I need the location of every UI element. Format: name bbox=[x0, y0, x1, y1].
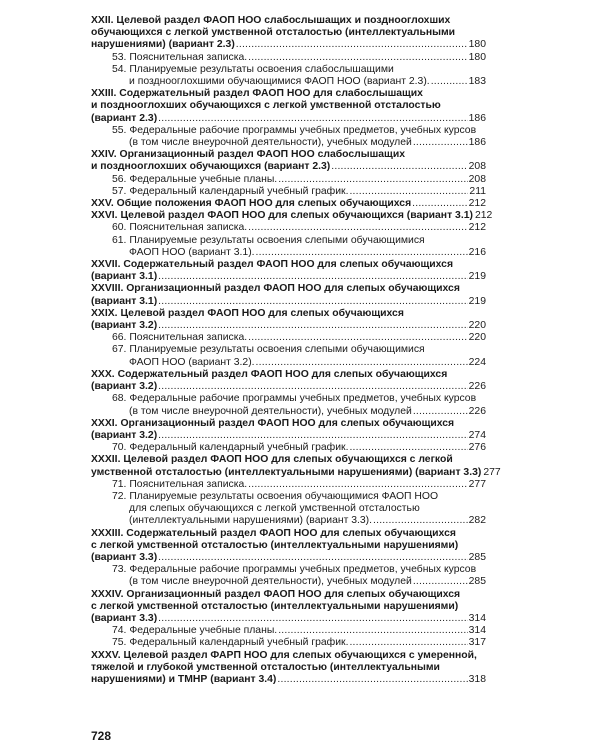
toc-entry-line bbox=[91, 564, 486, 576]
toc-line-text: (вариант 3.1) bbox=[91, 271, 158, 283]
toc-line-text: и позднооглохшими обучающимися ФАОП НОО (вариант 2.3). bbox=[129, 76, 430, 88]
toc-page-number: 285 bbox=[468, 551, 486, 563]
toc-page-number: 314 bbox=[468, 625, 486, 637]
toc-page-number: 208 bbox=[468, 173, 486, 185]
toc-line-text: (в том числе внеурочной деятельности), учебных модулей bbox=[129, 576, 412, 588]
toc-entry-line bbox=[91, 332, 486, 344]
toc-line-text: XXVI. Целевой раздел ФАОП НОО для слепых обучающихся (вариант 3.1) bbox=[91, 210, 473, 222]
toc-page-number: 180 bbox=[468, 51, 486, 63]
toc-line-text: XXV. Общие положения ФАОП НОО для слепых обучающихся bbox=[91, 198, 412, 210]
toc-line-text: 73. Федеральные рабочие программы учебных предметов, учебных курсов bbox=[112, 564, 477, 576]
dot-leader bbox=[278, 174, 467, 186]
toc-page-number: 318 bbox=[468, 673, 486, 685]
toc-entry-line bbox=[91, 503, 486, 515]
toc-section-line bbox=[91, 100, 486, 112]
dot-leader bbox=[158, 381, 467, 393]
toc-line-text: XXXV. Целевой раздел ФАРП НОО для слепых обучающихся с умеренной, bbox=[91, 649, 477, 661]
toc-line-text: ФАОП НОО (вариант 3.1). bbox=[129, 246, 255, 258]
toc-entry-line bbox=[91, 76, 486, 88]
dot-leader bbox=[349, 637, 467, 649]
toc-line-text: 57. Федеральный календарный учебный график. bbox=[112, 185, 349, 197]
dot-leader bbox=[413, 576, 468, 588]
toc-entry-line bbox=[91, 576, 486, 588]
toc-line-text: обучающихся с легкой умственной отсталостью (интеллектуальными bbox=[91, 27, 456, 39]
toc-section-line bbox=[91, 210, 493, 222]
toc-page-number: 317 bbox=[468, 637, 486, 649]
toc-section-line bbox=[91, 601, 486, 613]
toc-page-number: 226 bbox=[468, 405, 486, 417]
dot-leader bbox=[431, 76, 468, 88]
toc-section-line bbox=[91, 454, 486, 466]
toc-line-text: (вариант 2.3) bbox=[91, 112, 158, 124]
dot-leader bbox=[278, 625, 467, 637]
toc-section-line bbox=[91, 296, 486, 308]
toc-line-text: с легкой умственной отсталостью (интеллектуальными нарушениями) bbox=[91, 539, 459, 551]
toc-line-text: для слепых обучающихся с легкой умственной отсталостью bbox=[129, 503, 420, 515]
toc-line-text: и позднооглохших обучающихся (вариант 2.3) bbox=[91, 161, 331, 173]
toc-line-text: (в том числе внеурочной деятельности), учебных модулей bbox=[129, 137, 412, 149]
toc-line-text: (вариант 3.1) bbox=[91, 295, 158, 307]
toc-line-text: 67. Планируемые результаты освоения слепыми обучающимися bbox=[112, 344, 425, 356]
toc-section-line bbox=[91, 113, 486, 125]
toc-page-number: 224 bbox=[468, 356, 486, 368]
toc-page-number: 282 bbox=[468, 515, 486, 527]
toc-line-text: XXXII. Целевой раздел ФАОП НОО для слепых обучающихся с легкой bbox=[91, 454, 453, 466]
toc-page-number: 211 bbox=[469, 185, 486, 197]
toc-line-text: 72. Планируемые результаты освоения обучающимися ФАОП НОО bbox=[112, 490, 439, 502]
toc-line-text: ФАОП НОО (вариант 3.2). bbox=[129, 356, 255, 368]
dot-leader bbox=[158, 552, 467, 564]
toc-line-text: тяжелой и глубокой умственной отсталостью (интеллектуальными bbox=[91, 661, 440, 673]
dot-leader bbox=[373, 515, 468, 527]
toc-entry-line bbox=[91, 64, 486, 76]
toc-entry-line bbox=[91, 515, 486, 527]
toc-line-text: 60. Пояснительная записка. bbox=[112, 222, 248, 234]
toc-section-line bbox=[91, 320, 486, 332]
toc-line-text: 70. Федеральный календарный учебный график. bbox=[112, 442, 349, 454]
toc-line-text: XXIX. Целевой раздел ФАОП НОО для слепых обучающихся bbox=[91, 307, 404, 319]
toc-section-line bbox=[91, 149, 486, 161]
toc-section-line bbox=[91, 662, 486, 674]
toc-section-line bbox=[91, 613, 486, 625]
toc-entry-line bbox=[91, 344, 486, 356]
toc-line-text: (вариант 3.2) bbox=[91, 381, 158, 393]
dot-leader bbox=[248, 52, 468, 64]
toc-line-text: нарушениями) и ТМНР (вариант 3.4) bbox=[91, 673, 277, 685]
toc-section-line bbox=[91, 430, 486, 442]
toc-line-text: XXXIII. Содержательный раздел ФАОП НОО для слепых обучающихся bbox=[91, 527, 456, 539]
toc-section-line bbox=[91, 466, 501, 479]
toc-page-number: 220 bbox=[468, 332, 486, 344]
toc-line-text: XXVII. Содержательный раздел ФАОП НОО для слепых обучающихся bbox=[91, 259, 454, 271]
toc-line-text: 61. Планируемые результаты освоения слепыми обучающимися bbox=[112, 234, 425, 246]
toc-entry-line bbox=[91, 137, 486, 149]
dot-leader bbox=[277, 674, 467, 686]
toc-section-line bbox=[91, 369, 486, 381]
toc-section-line bbox=[91, 589, 486, 601]
dot-leader bbox=[158, 320, 467, 332]
toc-line-text: 74. Федеральные учебные планы. bbox=[112, 625, 278, 637]
toc-entry-line bbox=[91, 491, 486, 503]
table-of-contents bbox=[91, 15, 501, 686]
toc-section-line bbox=[91, 283, 486, 295]
toc-entry-line bbox=[91, 235, 486, 247]
toc-page-number: 186 bbox=[468, 112, 486, 124]
toc-section-line bbox=[91, 381, 486, 393]
toc-page-number: 183 bbox=[468, 76, 486, 88]
toc-page-number: 220 bbox=[468, 320, 486, 332]
toc-page-number: 219 bbox=[468, 271, 486, 283]
toc-line-text: 55. Федеральные рабочие программы учебных предметов, учебных курсов bbox=[112, 124, 477, 136]
toc-section-line bbox=[91, 418, 486, 430]
toc-line-text: 53. Пояснительная записка. bbox=[112, 51, 248, 63]
toc-section-line bbox=[91, 27, 486, 39]
dot-leader bbox=[158, 613, 467, 625]
toc-section-line bbox=[91, 540, 486, 552]
toc-line-text: XXX. Содержательный раздел ФАОП НОО для слепых обучающихся bbox=[91, 368, 448, 380]
toc-page-number: 274 bbox=[468, 429, 486, 441]
dot-leader bbox=[331, 161, 467, 173]
toc-page-number: 180 bbox=[468, 39, 486, 51]
toc-entry-line bbox=[91, 174, 486, 186]
toc-section-line bbox=[91, 198, 486, 210]
toc-line-text: XXXI. Организационный раздел ФАОП НОО для слепых обучающихся bbox=[91, 417, 455, 429]
toc-section-line bbox=[91, 39, 486, 51]
dot-leader bbox=[248, 332, 468, 344]
toc-entry-line bbox=[91, 479, 486, 491]
toc-entry-line bbox=[91, 637, 486, 649]
dot-leader bbox=[349, 186, 468, 198]
toc-section-line bbox=[91, 650, 486, 662]
toc-page-number: 212 bbox=[474, 210, 493, 222]
toc-line-text: XXII. Целевой раздел ФАОП НОО слабослышащих и позднооглохших bbox=[91, 15, 451, 26]
dot-leader bbox=[413, 137, 468, 149]
dot-leader bbox=[158, 296, 467, 308]
toc-line-text: 68. Федеральные рабочие программы учебных предметов, учебных курсов bbox=[112, 393, 477, 405]
toc-section-line bbox=[91, 88, 486, 100]
toc-line-text: и позднооглохших обучающихся с легкой умственной отсталостью bbox=[91, 100, 441, 112]
dot-leader bbox=[236, 39, 468, 51]
dot-leader bbox=[158, 113, 467, 125]
dot-leader bbox=[349, 442, 467, 454]
toc-line-text: (вариант 3.3) bbox=[91, 612, 158, 624]
toc-page-number: 226 bbox=[468, 381, 486, 393]
dot-leader bbox=[158, 271, 467, 283]
toc-section-line bbox=[91, 552, 486, 564]
toc-section-line bbox=[91, 15, 486, 27]
toc-page-number: 212 bbox=[468, 198, 486, 210]
toc-entry-line bbox=[91, 442, 486, 454]
toc-section-line bbox=[91, 674, 486, 686]
toc-entry-line bbox=[91, 393, 486, 405]
toc-section-line bbox=[91, 161, 486, 173]
page-number: 728 bbox=[91, 729, 112, 743]
toc-line-text: (вариант 3.2) bbox=[91, 429, 158, 441]
dot-leader bbox=[412, 198, 468, 210]
dot-leader bbox=[248, 479, 468, 491]
toc-page-number: 277 bbox=[483, 466, 501, 478]
toc-entry-line bbox=[91, 222, 486, 234]
toc-line-text: 66. Пояснительная записка. bbox=[112, 332, 248, 344]
toc-entry-line bbox=[91, 625, 486, 637]
toc-page-number: 276 bbox=[468, 442, 486, 454]
toc-page-number: 208 bbox=[468, 161, 486, 173]
toc-section-line bbox=[91, 271, 486, 283]
dot-leader bbox=[248, 222, 468, 234]
toc-line-text: нарушениями) (вариант 2.3) bbox=[91, 39, 235, 51]
toc-line-text: XXVIII. Организационный раздел ФАОП НОО для слепых обучающихся bbox=[91, 283, 460, 295]
toc-page-number: 314 bbox=[468, 612, 486, 624]
toc-entry-line bbox=[91, 125, 486, 137]
dot-leader bbox=[158, 430, 467, 442]
toc-section-line bbox=[91, 528, 486, 540]
toc-page-number: 212 bbox=[468, 222, 486, 234]
toc-line-text: (интеллектуальными нарушениями) (вариант 3.3). bbox=[129, 515, 373, 527]
toc-line-text: 56. Федеральные учебные планы. bbox=[112, 173, 278, 185]
toc-page-number: 277 bbox=[468, 478, 486, 490]
toc-page-number: 219 bbox=[468, 295, 486, 307]
toc-page-number: 285 bbox=[468, 576, 486, 588]
toc-line-text: XXIV. Организационный раздел ФАОП НОО слабослышащих bbox=[91, 149, 405, 161]
toc-line-text: (вариант 3.2) bbox=[91, 320, 158, 332]
toc-section-line bbox=[91, 259, 486, 271]
toc-line-text: XXXIV. Организационный раздел ФАОП НОО для слепых обучающихся bbox=[91, 588, 461, 600]
toc-line-text: 71. Пояснительная записка. bbox=[112, 478, 248, 490]
toc-line-text: 75. Федеральный календарный учебный график. bbox=[112, 637, 349, 649]
toc-line-text: с легкой умственной отсталостью (интеллектуальными нарушениями) bbox=[91, 600, 459, 612]
toc-line-text: умственной отсталостью (интеллектуальными нарушениями) (вариант 3.3) bbox=[91, 466, 482, 478]
toc-entry-line bbox=[91, 186, 486, 198]
toc-entry-line bbox=[91, 357, 486, 369]
toc-line-text: (вариант 3.3) bbox=[91, 551, 158, 563]
dot-leader bbox=[256, 247, 468, 259]
toc-page-number: 216 bbox=[468, 246, 486, 258]
dot-leader bbox=[256, 357, 468, 369]
dot-leader bbox=[413, 406, 468, 418]
toc-page-number: 186 bbox=[468, 137, 486, 149]
toc-line-text: (в том числе внеурочной деятельности), учебных модулей bbox=[129, 405, 412, 417]
toc-entry-line bbox=[91, 406, 486, 418]
toc-entry-line bbox=[91, 247, 486, 259]
toc-entry-line bbox=[91, 52, 486, 64]
toc-line-text: 54. Планируемые результаты освоения слабослышащими bbox=[112, 63, 394, 75]
toc-section-line bbox=[91, 308, 486, 320]
toc-line-text: XXIII. Содержательный раздел ФАОП НОО для слабослышащих bbox=[91, 88, 423, 100]
